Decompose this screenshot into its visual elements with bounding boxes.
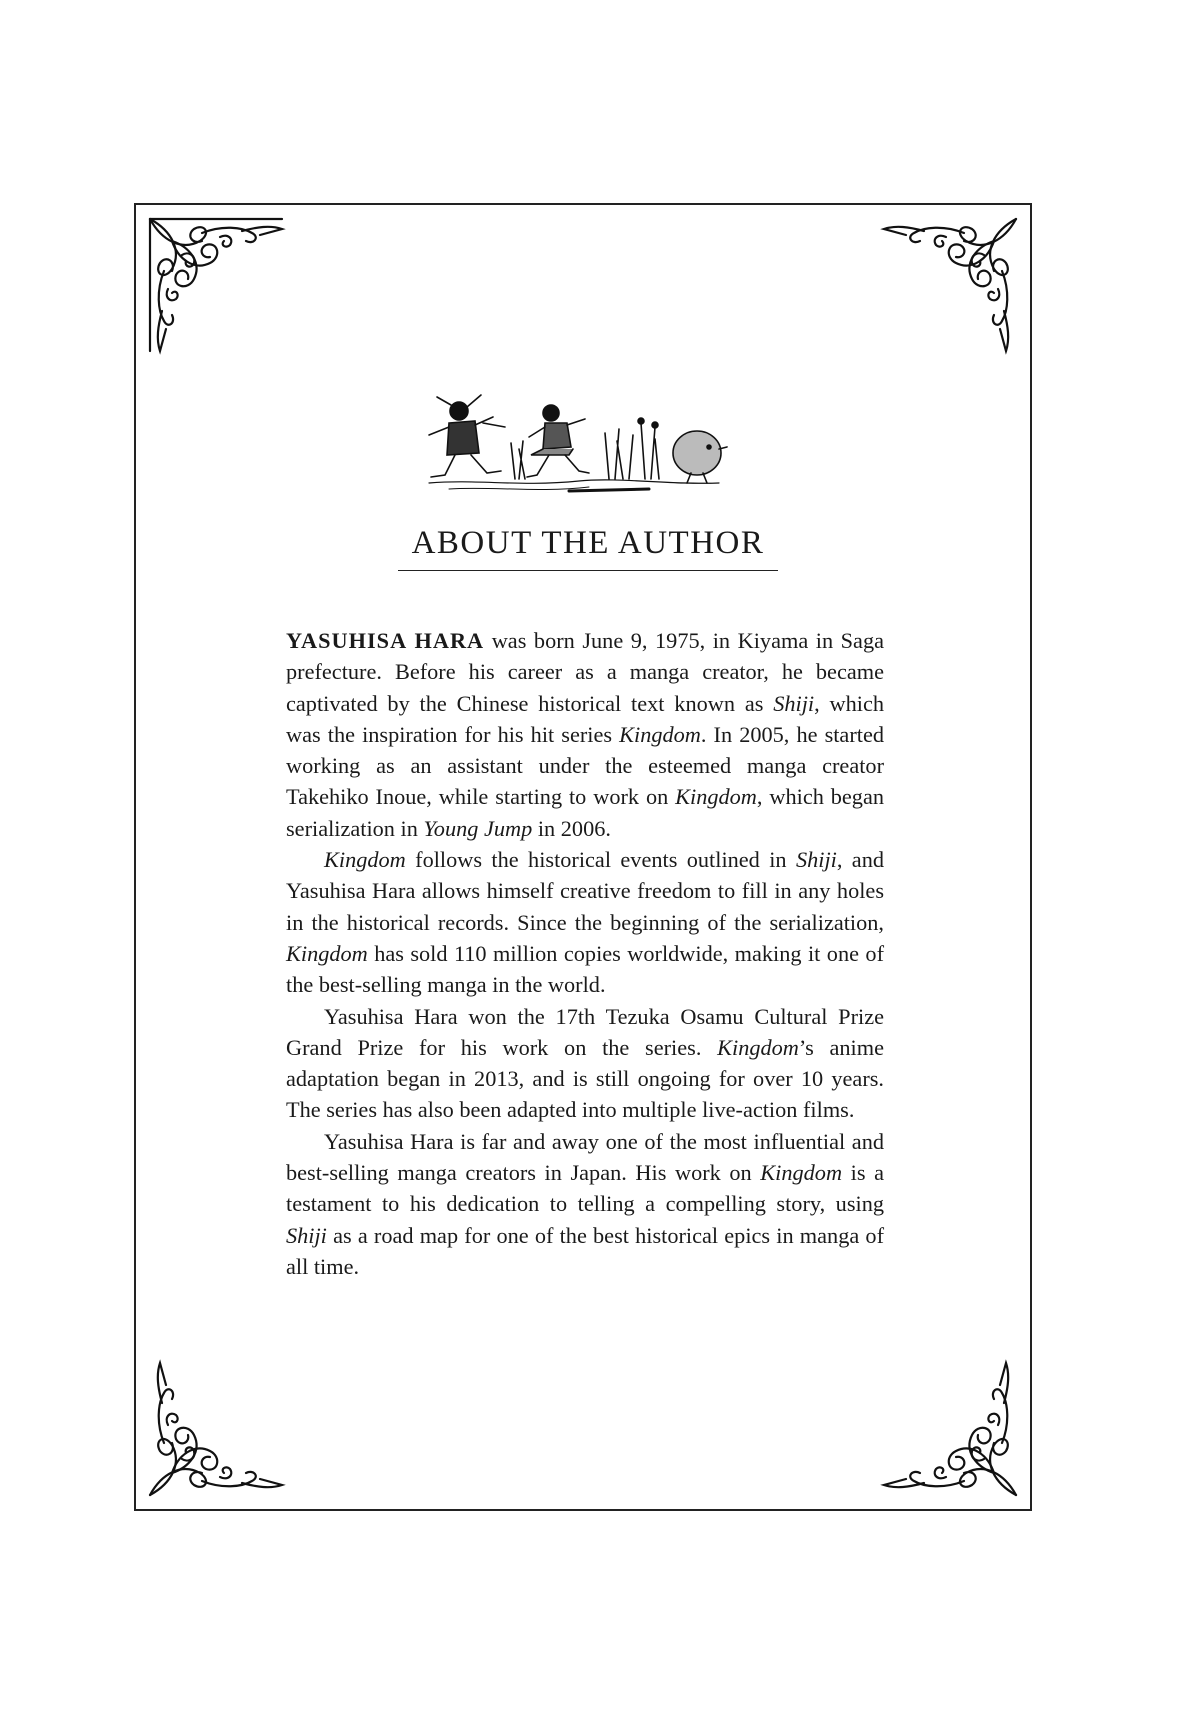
ornamental-corner-top-right-icon: [874, 211, 1024, 361]
bio-paragraph-4: [286, 1126, 884, 1282]
bio-paragraph-2: [286, 844, 884, 1000]
italic-title-text: Kingdom: [324, 847, 406, 873]
italic-title-text: Shiji: [773, 690, 815, 716]
body-text-segment: Yasuhisa Hara is far and away one of the most influential and best-selling manga creators in Japan. His work on: [286, 1128, 884, 1186]
body-text-segment: is a testament to his dedication to telling a compelling story, using: [286, 1160, 884, 1217]
body-text-segment: was born June 9, 1975, in Kiyama in Saga prefecture. Before his career as a manga creator, he became captivated by the Chinese historical text known as: [286, 628, 884, 716]
italic-title-text: Kingdom: [675, 784, 757, 810]
running-children-illustration: [419, 383, 739, 501]
body-text-segment: , and Yasuhisa Hara allows himself creative freedom to fill in any holes in the historical records. Since the beginning of the serialization,: [286, 847, 884, 935]
bio-paragraph-1: [286, 625, 884, 844]
ornamental-corner-bottom-left-icon: [142, 1353, 292, 1503]
italic-title-text: Kingdom: [717, 1034, 799, 1060]
body-text-segment: has sold 110 million copies worldwide, making it one of the best-selling manga in the world.: [286, 940, 884, 998]
body-text-segment: , which was the inspiration for his hit series: [286, 690, 884, 747]
body-text-segment: in 2006.: [532, 815, 611, 841]
author-name: YASUHISA HARA: [286, 628, 485, 653]
italic-title-text: Shiji: [286, 1222, 327, 1248]
body-text-segment: ’s anime adaptation began in 2013, and is still ongoing for over 10 years. The series has also been adapted into multiple live-action films.: [286, 1034, 884, 1123]
page-heading: ABOUT THE AUTHOR: [398, 525, 778, 571]
body-text-segment: . In 2005, he started working as an assistant under the esteemed manga creator Takehiko Inoue, while starting to work on: [286, 721, 884, 810]
ornamental-corner-bottom-right-icon: [874, 1353, 1024, 1503]
ornamental-corner-top-left-icon: [142, 211, 292, 361]
body-text-segment: follows the historical events outlined in: [405, 847, 796, 873]
body-text-segment: Yasuhisa Hara won the 17th Tezuka Osamu Cultural Prize Grand Prize for his work on the series.: [286, 1003, 884, 1060]
bio-paragraph-3: [286, 1001, 884, 1126]
author-biography: [286, 625, 884, 1282]
body-text-segment: as a road map for one of the best historical epics in manga of all time.: [286, 1222, 884, 1279]
page-border-frame: [134, 203, 1032, 1511]
italic-title-text: Kingdom: [286, 940, 368, 966]
body-text-segment: , which began serialization in: [286, 784, 884, 841]
italic-title-text: Kingdom: [760, 1160, 843, 1186]
italic-title-text: Shiji: [795, 847, 837, 873]
italic-title-text: Young Jump: [423, 815, 533, 841]
bio-paragraph-1-text: [286, 628, 884, 841]
italic-title-text: Kingdom: [619, 721, 701, 747]
